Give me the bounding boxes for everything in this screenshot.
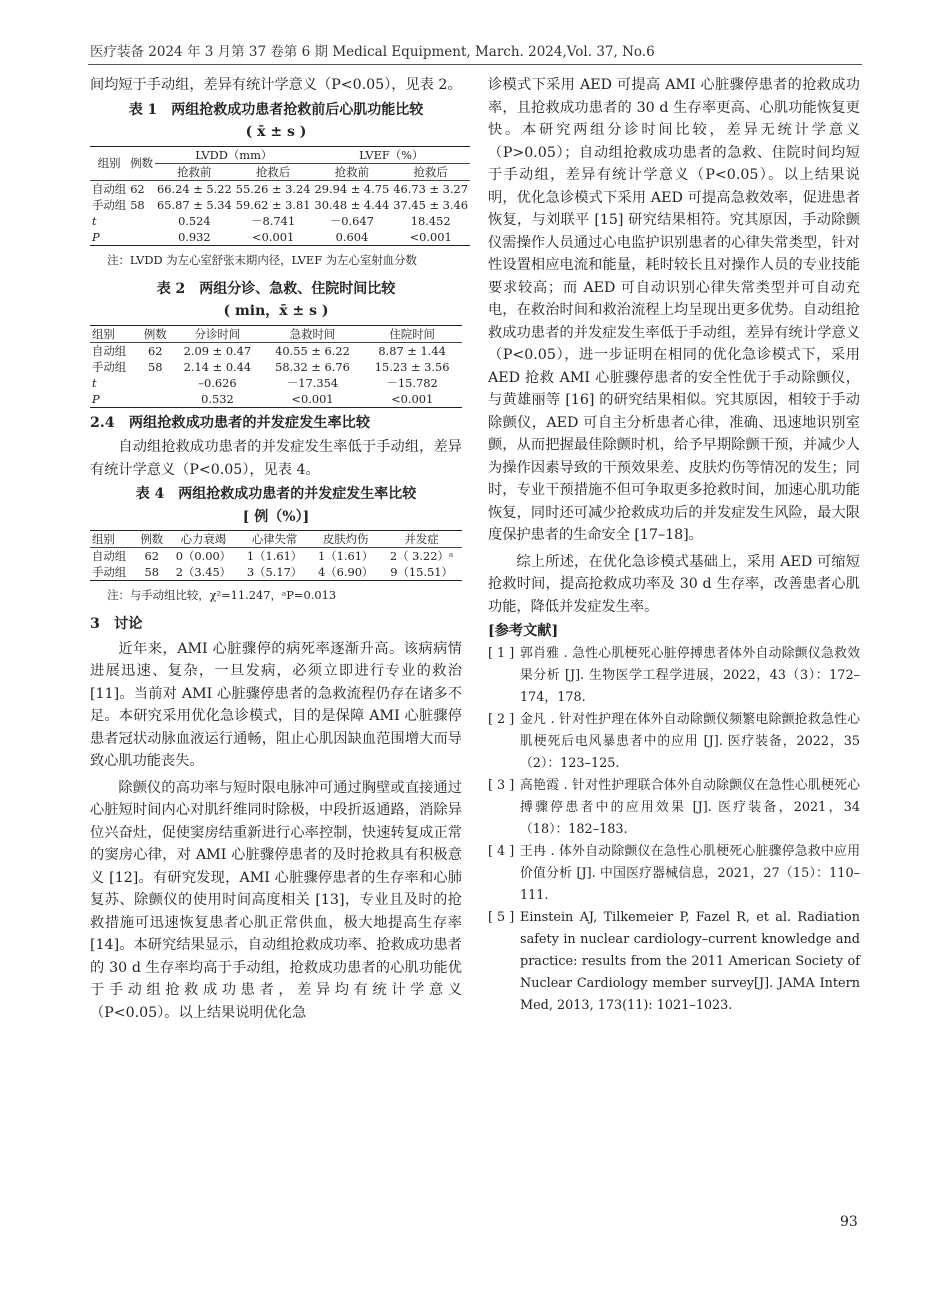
- reference-number: [ 3 ]: [488, 777, 515, 793]
- table-cell: 4（6.90）: [317, 565, 374, 579]
- table-cell: P: [92, 229, 100, 244]
- reference-item: [488, 841, 860, 907]
- table-header: 皮肤灼伤: [322, 532, 369, 546]
- reference-list: [488, 643, 860, 1017]
- table-header: 抢救前: [334, 164, 369, 179]
- table-cell: <0.001: [252, 229, 295, 244]
- section-2-4-heading: 2.4 两组抢救成功患者的并发症发生率比较: [90, 414, 371, 431]
- table-header: 例数: [143, 326, 167, 341]
- table-header: 组别: [92, 532, 115, 546]
- paragraph: 诊模式下采用 AED 可提高 AMI 心脏骤停患者的抢救成功率，且抢救成功患者的 30 d 生存率更高、心肌功能恢复更快。本研究两组分诊时间比较，差异无统计学意义（P>0.05）；自动组抢救成功患者的急救、住院时间均短于手动组，差异有统计学意义（P<0.05）。以上结果说明，优化急诊模式下采用 AED 可提高急救效率，促进患者恢复，与刘联平 [15] 研究结果相符。究其原因，手动除颤仪需操作人员通过心电监护识别患者的心律失常类型，针对性设置相应电流和能量，耗时较长且对操作人员的专业技能要求较高；而 AED 可自动识别心律失常类型并可自动充电，在救治时间和救治流程上均呈现出更多优势。自动组抢救成功患者的并发症发生率低于手动组，差异有统计学意义（P<0.05），进一步证明在相同的优化急诊模式下，采用 AED 抢救 AMI 心脏骤停患者的安全性优于手动除颤仪，与黄雄丽等 [16] 的研究结果相似。究其原因，相较于手动除颤仪，AED 可自主分析患者心律，准确、迅速地识别室颤，从而把握最佳除颤时机，给予早期除颤干预，并减少人为操作因素导致的干预效果差、皮肤灼伤等情况的发生；同时，专业干预措施不但可争取更多抢救时间，加速心肌功能恢复，同时还可减少抢救成功后的并发症发生风险，最大限度保护患者的生命安全 [17–18]。: [488, 77, 860, 543]
- table-cell: 0.532: [201, 391, 234, 406]
- page-number: 93: [840, 1214, 858, 1230]
- table-cell: 62: [148, 343, 163, 358]
- table-row: [90, 229, 470, 246]
- table-header: LVDD（mm）: [155, 146, 313, 163]
- table-row: [90, 548, 462, 565]
- table-cell: 自动组: [92, 549, 127, 563]
- table-cell: 2.14 ± 0.44: [183, 359, 252, 374]
- reference-text: 王冉 . 体外自动除颤仪在急性心肌梗死心脏骤停急救中应用价值分析 [J]. 中国医疗器械信息，2021，27（15）：110–111.: [520, 843, 860, 903]
- table-cell: <0.001: [391, 391, 434, 406]
- table-header: 住院时间: [389, 326, 435, 341]
- table-cell: 0.932: [178, 229, 211, 244]
- table-header: 抢救后: [413, 164, 448, 179]
- table-cell: 9（15.51）: [390, 565, 453, 579]
- table-row: [90, 180, 470, 197]
- reference-item: [488, 643, 860, 709]
- left-column: [90, 74, 469, 1024]
- table-cell: 58: [148, 359, 163, 374]
- table1-caption: 表 1 两组抢救成功患者抢救前后心肌功能比较: [128, 101, 424, 118]
- reference-number: [ 1 ]: [488, 645, 515, 661]
- table-row: [90, 564, 462, 581]
- reference-item: [488, 907, 860, 1017]
- table-cell: 58: [130, 197, 145, 212]
- table-row: [90, 359, 462, 375]
- table-cell: 2.09 ± 0.47: [183, 343, 252, 358]
- table-row: [90, 375, 462, 391]
- reference-item: [488, 775, 860, 841]
- table-cell: [128, 213, 155, 229]
- table-cell: 自动组: [92, 343, 127, 358]
- table-header: 组别: [90, 146, 128, 180]
- table-cell: [128, 229, 155, 246]
- right-column: [488, 74, 860, 1017]
- table-cell: 40.55 ± 6.22: [275, 343, 350, 358]
- table-header: 心力衰竭: [180, 532, 227, 546]
- table-header: 例数: [140, 532, 164, 546]
- table-header: 心律失常: [251, 532, 298, 546]
- table-cell: [138, 391, 172, 408]
- table-cell: 58: [144, 565, 160, 579]
- paragraph: 间均短于手动组，差异有统计学意义（P<0.05），见表 2。: [90, 77, 462, 93]
- table-cell: 1（1.61）: [246, 549, 303, 563]
- table-cell: 3（5.17）: [246, 565, 303, 579]
- table-cell: <0.001: [409, 229, 452, 244]
- table-cell: 18.452: [410, 213, 451, 228]
- table-cell: 2（ 3.22）ᵃ: [389, 549, 454, 563]
- paragraph: 自动组抢救成功患者的并发症发生率低于手动组，差异有统计学意义（P<0.05），见表 4。: [90, 439, 462, 478]
- table-header: 并发症: [404, 532, 439, 546]
- section-3-heading: 3 讨论: [90, 616, 143, 632]
- table-cell: 58.32 ± 6.76: [275, 359, 350, 374]
- table-row: [90, 391, 462, 408]
- table4-subcaption: [ 例（%）]: [242, 508, 310, 525]
- table-cell: 62: [130, 181, 145, 196]
- table-cell: 手动组: [92, 359, 127, 374]
- paragraph: 近年来，AMI 心脏骤停的病死率逐渐升高。该病病情进展迅速、复杂，一旦发病，必须立即进行专业的救治 [11]。当前对 AMI 心脏骤停患者的急救流程仍存在诸多不足。本研究采用优化急诊模式，目的是保障 AMI 心脏骤停患者冠状动脉血液运行通畅，阻止心肌因缺血范围增大而导致心肌功能丧失。: [90, 640, 462, 769]
- table2-subcaption: ( min，x̄ ± s ): [223, 303, 329, 319]
- reference-number: [ 2 ]: [488, 711, 515, 727]
- references-heading: [参考文献]: [488, 623, 559, 639]
- table-cell: 手动组: [92, 565, 127, 579]
- table4: [90, 530, 462, 581]
- reference-text: 郭肖雅 . 急性心肌梗死心脏停搏患者体外自动除颤仪急救效果分析 [J]. 生物医学工程学进展，2022，43（3）：172–174，178.: [520, 645, 860, 705]
- running-header: 医疗装备 2024 年 3 月第 37 卷第 6 期 Medical Equipment, March. 2024,Vol. 37, No.6: [90, 44, 655, 60]
- table-cell: 55.26 ± 3.24: [235, 181, 311, 196]
- table-cell: 1（1.61）: [317, 549, 374, 563]
- table-row: [90, 197, 470, 213]
- table-cell: 手动组: [92, 197, 127, 212]
- table-cell: 0（0.00）: [175, 549, 232, 563]
- reference-number: [ 5 ]: [488, 909, 515, 925]
- reference-number: [ 4 ]: [488, 843, 515, 859]
- table-cell: t: [92, 213, 97, 228]
- table-cell: －8.741: [251, 213, 296, 228]
- table-cell: －0.647: [329, 213, 374, 228]
- table-header: 例数: [128, 146, 155, 180]
- table2: [90, 325, 462, 408]
- table-cell: 62: [144, 549, 160, 563]
- table-header: 分诊时间: [194, 326, 241, 341]
- table-header: 急救时间: [289, 326, 336, 341]
- table-cell: 2（3.45）: [175, 565, 232, 579]
- table-cell: －15.782: [386, 375, 438, 390]
- table2-caption: 表 2 两组分诊、急救、住院时间比较: [156, 280, 396, 297]
- table1-subcaption: ( x̄ ± s ): [245, 124, 307, 140]
- table-cell: 59.62 ± 3.81: [235, 197, 311, 212]
- table-cell: 15.23 ± 3.56: [374, 359, 450, 374]
- paragraph: 综上所述，在优化急诊模式基础上，采用 AED 可缩短抢救时间，提高抢救成功率及 30 d 生存率，改善患者心肌功能，降低并发症发生率。: [488, 553, 860, 615]
- table-cell: –0.626: [198, 375, 237, 390]
- reference-text: 高艳霞 . 针对性护理联合体外自动除颤仪在急性心肌梗死心搏骤停患者中的应用效果 [J]. 医疗装备，2021，34（18）：182–183.: [520, 777, 860, 837]
- table-cell: P: [92, 391, 100, 406]
- table-header: LVEF（%）: [313, 146, 471, 163]
- table-cell: 65.87 ± 5.34: [156, 197, 232, 212]
- table-header: 抢救前: [177, 164, 212, 179]
- table-header: 抢救后: [256, 164, 291, 179]
- table-row: [90, 213, 470, 229]
- reference-item: [488, 709, 860, 775]
- reference-text: 金凡 . 针对性护理在体外自动除颤仪频繁电除颤抢救急性心肌梗死后电风暴患者中的应用 [J]. 医疗装备，2022，35（2）：123–125.: [520, 711, 860, 771]
- table1-note: 注：LVDD 为左心室舒张末期内径，LVEF 为左心室射血分数: [107, 252, 417, 267]
- table-cell: 29.94 ± 4.75: [314, 181, 390, 196]
- table4-caption: 表 4 两组抢救成功患者的并发症发生率比较: [135, 486, 417, 502]
- table-cell: －17.354: [286, 375, 339, 390]
- table-cell: 30.48 ± 4.44: [314, 197, 390, 212]
- table-cell: t: [92, 375, 97, 390]
- table-cell: 0.604: [335, 229, 369, 244]
- table-cell: [138, 375, 172, 391]
- table-cell: 自动组: [92, 181, 127, 196]
- table-header: 组别: [92, 326, 115, 341]
- table1: [90, 146, 470, 246]
- paragraph: 除颤仪的高功率与短时限电脉冲可通过胸壁或直接通过心脏短时间内心对肌纤维同时除极，中段折返通路，消除异位兴奋灶，促使窦房结重新进行心率控制，快速转复成正常的窦房心律，对 AMI 心脏骤停患者的及时抢救具有积极意义 [12]。有研究发现，AMI 心脏骤停患者的生存率和心肺复苏、除颤仪的使用时间高度相关 [13]，专业且及时的抢救措施可迅速恢复患者心肌正常供血，极大地提高生存率 [14]。本研究结果显示，自动组抢救成功率、抢救成功患者的 30 d 生存率均高于手动组，抢救成功患者的心肌功能优于手动组抢救成功患者，差异均有统计学意义（P<0.05）。以上结果说明优化急: [90, 779, 462, 1021]
- table-cell: 8.87 ± 1.44: [378, 343, 446, 358]
- header-divider: [88, 64, 862, 65]
- table-row: [90, 342, 462, 359]
- table4-note: 注：与手动组比较，χ²=11.247，ᵃP=0.013: [107, 588, 337, 602]
- table-cell: 37.45 ± 3.46: [393, 197, 469, 212]
- table-cell: 66.24 ± 5.22: [156, 181, 232, 196]
- table-cell: 0.524: [178, 213, 211, 228]
- reference-text: Einstein AJ, Tilkemeier P, Fazel R, et al. Radiation safety in nuclear cardiology–current knowledge and practice: results from the 2011 American Society of Nuclear Cardiology member survey[J]. JAMA Intern Med, 2013, 173(11): 1021–1023.: [520, 909, 860, 1013]
- table-cell: <0.001: [291, 391, 334, 406]
- table-cell: 46.73 ± 3.27: [393, 181, 469, 196]
